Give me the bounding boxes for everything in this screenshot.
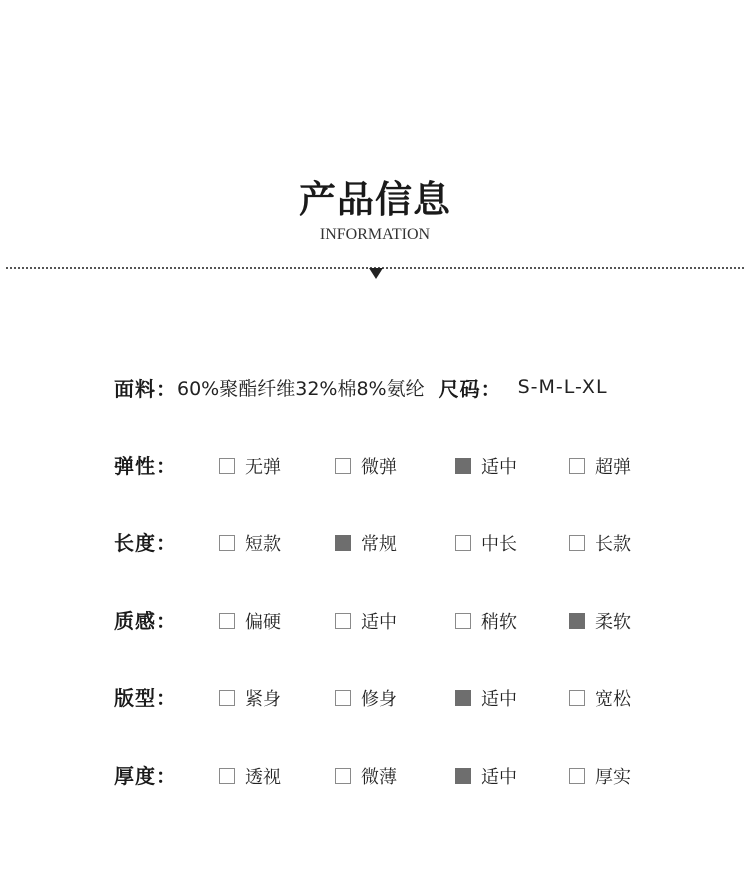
option-label: 稍软	[481, 612, 517, 633]
page-title: 产品信息	[299, 178, 451, 221]
attribute-label: 版型：	[114, 686, 177, 710]
option-item	[335, 528, 397, 558]
option-label: 柔软	[595, 612, 631, 633]
unchecked-box-icon	[219, 535, 235, 551]
option-item	[455, 528, 517, 558]
section-header	[0, 178, 750, 244]
unchecked-box-icon	[335, 458, 351, 474]
option-item	[569, 528, 631, 558]
checked-box-icon	[455, 690, 471, 706]
option-item	[219, 528, 281, 558]
option-item	[569, 761, 631, 791]
option-label: 中长	[481, 534, 517, 555]
option-item	[569, 683, 631, 713]
checked-box-icon	[455, 768, 471, 784]
option-label: 适中	[481, 689, 517, 710]
option-label: 厚实	[595, 767, 631, 788]
attribute-label: 弹性：	[114, 454, 177, 478]
fabric-label: 面料：	[114, 376, 177, 401]
option-item	[219, 683, 281, 713]
option-label: 偏硬	[245, 612, 281, 633]
option-item	[335, 451, 397, 481]
option-label: 短款	[245, 534, 281, 555]
attribute-row	[0, 761, 750, 791]
checked-box-icon	[455, 458, 471, 474]
option-label: 无弹	[245, 457, 281, 478]
unchecked-box-icon	[335, 613, 351, 629]
unchecked-box-icon	[219, 458, 235, 474]
option-item	[455, 761, 517, 791]
unchecked-box-icon	[219, 768, 235, 784]
attribute-row	[0, 528, 750, 558]
option-label: 宽松	[595, 689, 631, 710]
option-label: 适中	[481, 767, 517, 788]
triangle-down-icon	[369, 268, 383, 279]
option-label: 微弹	[361, 457, 397, 478]
option-label: 修身	[361, 689, 397, 710]
checked-box-icon	[569, 613, 585, 629]
option-item	[335, 683, 397, 713]
attribute-row	[0, 683, 750, 713]
option-label: 透视	[245, 767, 281, 788]
option-label: 长款	[595, 534, 631, 555]
fabric-value: 60%聚酯纤维32%棉8%氨纶	[177, 377, 425, 400]
option-label: 适中	[361, 612, 397, 633]
size-value: S-M-L-XL	[517, 376, 608, 398]
unchecked-box-icon	[569, 768, 585, 784]
unchecked-box-icon	[569, 690, 585, 706]
checked-box-icon	[335, 535, 351, 551]
attribute-label: 质感：	[114, 609, 177, 633]
option-item	[455, 683, 517, 713]
unchecked-box-icon	[455, 535, 471, 551]
attribute-row	[0, 606, 750, 636]
option-item	[455, 451, 517, 481]
unchecked-box-icon	[335, 690, 351, 706]
unchecked-box-icon	[219, 690, 235, 706]
option-item	[569, 606, 631, 636]
unchecked-box-icon	[219, 613, 235, 629]
page-subtitle: INFORMATION	[319, 226, 431, 243]
option-label: 常规	[361, 534, 397, 555]
attribute-label: 厚度：	[114, 764, 177, 788]
unchecked-box-icon	[569, 458, 585, 474]
fabric-size-row	[114, 373, 608, 401]
option-item	[569, 451, 631, 481]
option-item	[335, 761, 397, 791]
attribute-row	[0, 451, 750, 481]
attribute-label: 长度：	[114, 531, 177, 555]
option-item	[219, 606, 281, 636]
option-item	[219, 761, 281, 791]
unchecked-box-icon	[569, 535, 585, 551]
unchecked-box-icon	[455, 613, 471, 629]
option-label: 适中	[481, 457, 517, 478]
option-label: 超弹	[595, 457, 631, 478]
option-item	[219, 451, 281, 481]
option-item	[455, 606, 517, 636]
option-label: 紧身	[245, 689, 281, 710]
unchecked-box-icon	[335, 768, 351, 784]
size-label: 尺码：	[438, 376, 502, 401]
option-label: 微薄	[361, 767, 397, 788]
option-item	[335, 606, 397, 636]
